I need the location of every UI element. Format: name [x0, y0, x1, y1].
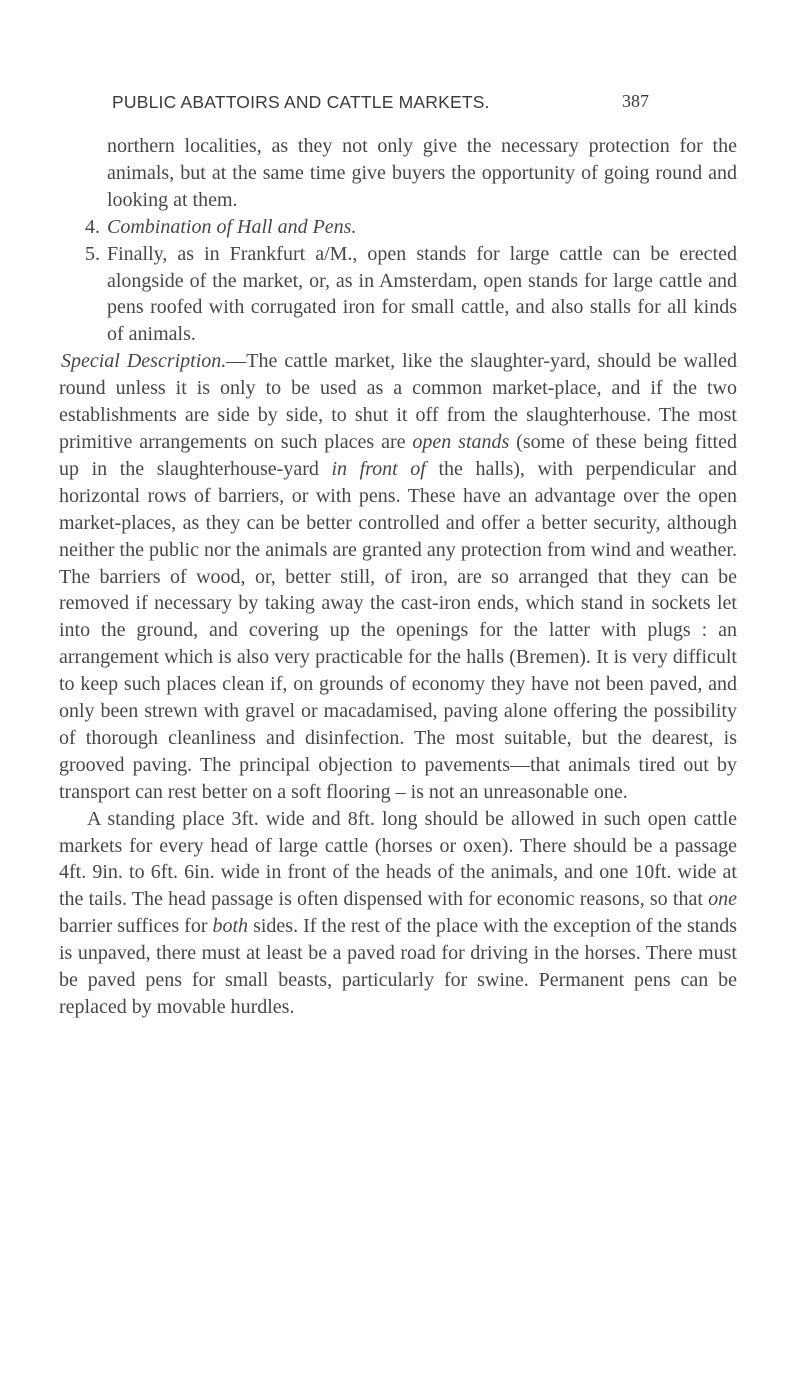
item-3-continuation: northern localities, as they not only give the necessary protection for the animals, but at the same time give buyers the opportunity of going round and looking at them. [107, 135, 737, 211]
paragraph-text: —The cattle market, like the slaughter-yard, should be walled round unless it is only to be used as a common market-place, and if the two establishments are side by side, to shut it off from the slaughterhouse. The most primitive arrangements on such places are [59, 350, 737, 453]
list-item-text: Finally, as in Frankfurt a/M., open stands for large cattle can be erected alongside of the market, or, as in Amsterdam, open stands for large cattle and pens roofed with corrugated iron for small cattle, and also stalls for all kinds of animals. [107, 242, 737, 346]
paragraph-standing-place [59, 806, 737, 1021]
list-item-number: 4. [85, 215, 100, 238]
paragraph-text: (some of these being fitted up in the slaughterhouse-yard [59, 430, 737, 480]
list-item-number: 5. [85, 242, 100, 265]
emphasis: in front of [331, 457, 426, 480]
emphasis: one [708, 888, 737, 911]
emphasis: open stands [412, 430, 510, 453]
body-text [59, 133, 737, 1021]
list-item-4 [59, 214, 737, 241]
paragraph-text: A standing place 3ft. wide and 8ft. long should be allowed in such open cattle markets for every head of large cattle (horses or oxen). There should be a passage 4ft. 9in. to 6ft. 6in. wide in front of the heads of the animals, and one 10ft. wide at the tails. The head passage is often dispensed with for economic reasons, so that [59, 807, 737, 911]
paragraph-text: sides. If the rest of the place with the exception of the stands is unpaved, there must at least be a paved road for driving in the horses. There must be paved pens for small beasts, particularly for swine. Permanent pens can be replaced by movable hurdles. [59, 915, 737, 1018]
paragraph-text: the halls), with perpendicular and horizontal rows of barriers, or with pens. These have an advantage over the open market-places, as they can be better controlled and offer a better security, although neither the public nor the animals are granted any protection from wind and weather. The barriers of wood, or, better still, of iron, are so arranged that they can be removed if necessary by taking away the cast-iron ends, which stand in sockets let into the ground, and covering up the openings for the latter with plugs : an arrangement which is also very practicable for the halls (Bremen). It is very difficult to keep such places clean if, on grounds of economy they have not been paved, and only been strewn with gravel or macadamised, paving alone offering the possibility of thorough cleanliness and disinfection. The most suitable, but the dearest, is grooved paving. The principal objection to pavements—that animals tired out by transport can rest better on a soft flooring – is not an unreasonable one. [59, 457, 737, 803]
running-title: PUBLIC ABATTOIRS AND CATTLE MARKETS. [112, 92, 490, 112]
section-lead: Special Description. [61, 350, 227, 373]
paragraph-text: barrier suffices for [59, 915, 213, 938]
page-number: 387 [622, 91, 649, 111]
list-item-text: Combination of Hall and Pens. [107, 215, 357, 238]
emphasis: both [212, 915, 249, 938]
paragraph-special-description [59, 348, 737, 805]
list-item-5 [59, 241, 737, 349]
